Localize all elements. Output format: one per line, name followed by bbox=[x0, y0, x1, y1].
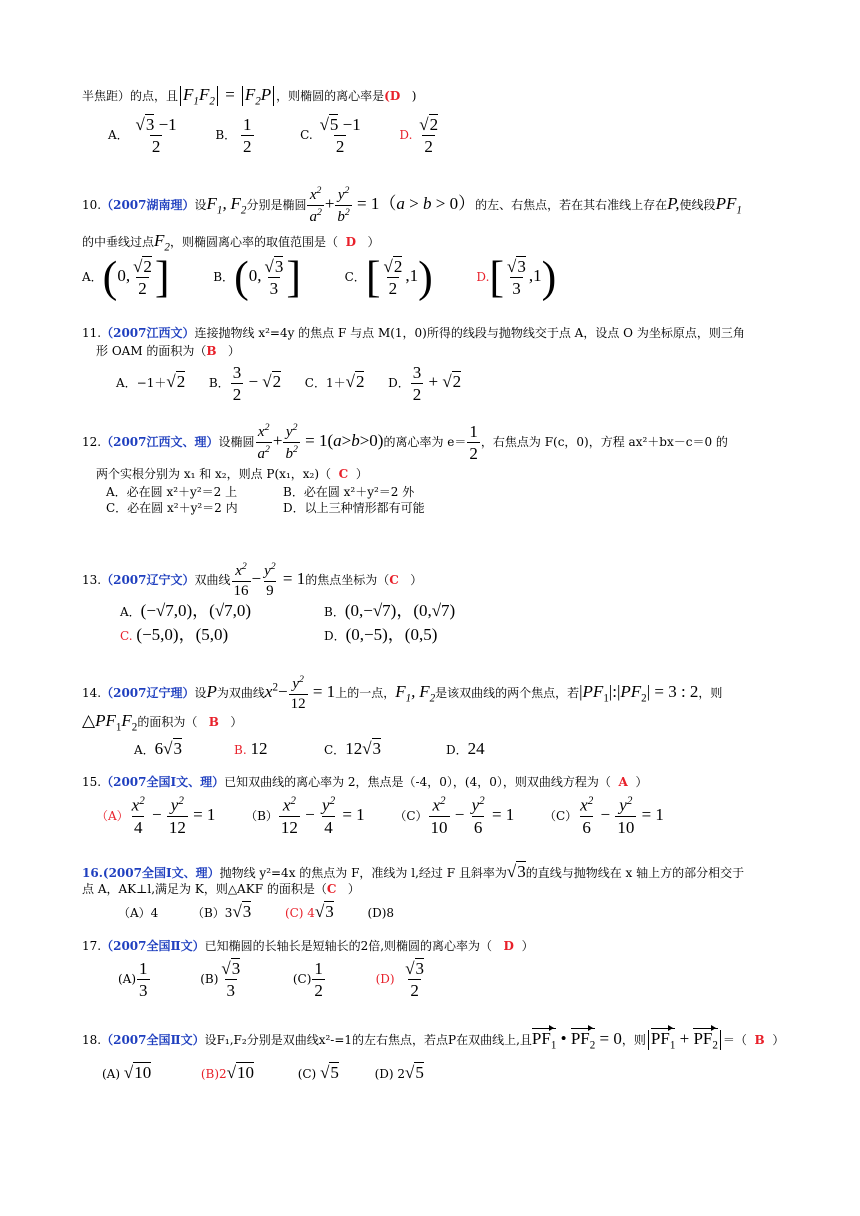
q18-stem: 18.（2007全国Ⅱ文）设F₁,F₂分别是双曲线x²-=1的左右焦点，若点P在双曲线上,且$PF_1$ • $PF_2 = 0$，则 $PF_1 + PF_2$ ＝（ B ） bbox=[82, 1029, 785, 1052]
q17-option-a[interactable]: (A) $\frac{1}{3}$ bbox=[118, 959, 148, 1000]
q15-option-d[interactable]: （C） $\frac{x^2}{6}$ − $\frac{y^2}{10}$ = 1 bbox=[543, 795, 664, 837]
q14-option-d[interactable]: D．24 bbox=[446, 739, 485, 758]
q15-option-b[interactable]: （B） $\frac{x^2}{12}$ − $\frac{y^2}{4}$ = 1 bbox=[245, 795, 365, 837]
q17-option-d[interactable]: (D) $\frac{√3}{2}$ bbox=[375, 959, 425, 1000]
q11-option-b[interactable]: B． $\frac{3}{2}$ − √2 bbox=[208, 363, 282, 404]
q17-option-b[interactable]: (B) $\frac{√3}{3}$ bbox=[200, 959, 241, 1000]
q16-options bbox=[118, 903, 394, 920]
q13-option-a[interactable]: A．(−√7,0)，(√7,0) bbox=[120, 601, 252, 620]
q9-option-a[interactable]: A． $\frac{√3 -1}{2}$ bbox=[108, 115, 177, 156]
q11-options bbox=[116, 364, 461, 403]
q18-options bbox=[102, 1064, 424, 1081]
q14-line2: $\triangle PF_1F_2$的面积为（ B ） bbox=[82, 711, 243, 734]
q15-stem: 15.（2007全国Ⅰ文、理）已知双曲线的离心率为 2，焦点是（-4，0），(4，0），则双曲线方程为（ A ） bbox=[82, 775, 648, 789]
q10-stem: 10.（2007湖南理）设$F_1$, $F_2$分别是椭圆 $\frac{x^2}{a^2}$ + $\frac{y^2}{b^2}$ = 1（a > b > 0）的左、右焦点，若在其右准线上存在P,使线段$PF_1$ bbox=[82, 185, 742, 225]
q9-option-c[interactable]: C. $\frac{√5 -1}{2}$ bbox=[300, 115, 361, 156]
q14-stem: 14.（2007辽宁理）设P为双曲线$x^2-$ $\frac{y^2}{12}$ = 1上的一点，$F_1$, $F_2$是该双曲线的两个焦点，若$|PF_1|:|PF_2| = 3$ : 2，则 bbox=[82, 674, 723, 712]
q14-option-b[interactable]: B. 12 bbox=[234, 739, 268, 758]
q15-option-c[interactable]: （C） $\frac{x^2}{10}$ − $\frac{y^2}{6}$ = 1 bbox=[394, 795, 515, 837]
q10-options bbox=[82, 252, 557, 302]
q18-option-c[interactable]: (C) √5 bbox=[297, 1063, 339, 1082]
q13-option-c[interactable]: C. (−5,0)，(5,0) bbox=[120, 625, 229, 644]
q12-line2: 两个实根分别为 x₁ 和 x₂，则点 P(x₁，x₂)（ C ） bbox=[96, 467, 368, 481]
q13-stem: 13.（2007辽宁文）双曲线 $\frac{x^2}{16}$ − $\frac{y^2}{9}$ = 1的焦点坐标为（C ） bbox=[82, 561, 423, 599]
q18-option-a[interactable]: (A) √10 bbox=[102, 1063, 152, 1082]
q9-stem: 半焦距）的点，且 $F_1F_2 = F_2P$ ，则椭圆的离心率是(D ) bbox=[82, 85, 417, 108]
q10-option-c[interactable]: C．[ $\frac{√2}{2}$ ,1) bbox=[344, 252, 433, 302]
q11-option-c[interactable]: C．1＋√2 bbox=[304, 372, 365, 392]
q10-option-a[interactable]: A．(0, $\frac{√2}{2}$ ] bbox=[82, 252, 170, 302]
q12-option-a[interactable]: A．必在圆 x²＋y²＝2 上 bbox=[106, 485, 238, 499]
q12-stem: 12.（2007江西文、理）设椭圆 $\frac{x^2}{a^2}$ + $\frac{y^2}{b^2}$ = 1(a>b>0)的离心率为 e＝ $\frac{1}{2}$ ，右焦点为 F(c，0)，方程 ax²＋bx－c＝0 的 bbox=[82, 422, 728, 463]
q10-option-d[interactable]: D.[ $\frac{√3}{3}$ ,1) bbox=[476, 252, 557, 302]
q14-option-c[interactable]: C．12√3 bbox=[324, 739, 382, 758]
q9-option-d[interactable]: D. bbox=[399, 128, 413, 142]
q14-option-a[interactable]: A．6√3 bbox=[134, 739, 183, 758]
q11-stem: 11.（2007江西文）连接抛物线 x²=4y 的焦点 F 与点 M(1，0)所得的线段与抛物线交于点 A，设点 O 为坐标原点，则三角 bbox=[82, 326, 745, 340]
q9-options: A． $\frac{√3 -1}{2}$ B． $\frac{1}{2}$ C. $\frac{√5 -1}{2}$ D. $\frac{√2}{2}$ bbox=[108, 115, 439, 156]
q12-option-d[interactable]: D．以上三种情形都有可能 bbox=[283, 501, 425, 515]
q16-option-b[interactable]: （B）3√3 bbox=[191, 902, 252, 921]
q16-option-c[interactable]: (C) 4√3 bbox=[284, 902, 334, 921]
q11-option-d[interactable]: D． $\frac{3}{2}$ + √2 bbox=[388, 363, 462, 404]
q16-line2: 点 A，AK⊥l,满足为 K，则△AKF 的面积是（C ） bbox=[82, 882, 360, 896]
q16-option-a[interactable]: （A）4 bbox=[118, 906, 159, 920]
q13-option-d[interactable]: D．(0,−5)，(0,5) bbox=[324, 625, 438, 644]
q10-option-b[interactable]: B．(0, $\frac{√3}{3}$ ] bbox=[213, 252, 301, 302]
q16-stem: 16.(2007全国Ⅰ文、理）抛物线 y²=4x 的焦点为 F，准线为 l,经过 F 且斜率为√3的直线与抛物线在 x 轴上方的部分相交于 bbox=[82, 862, 745, 881]
q17-stem: 17.（2007全国Ⅱ文）已知椭圆的长轴长是短轴长的2倍,则椭圆的离心率为（ D ） bbox=[82, 939, 534, 953]
q18-option-b[interactable]: (B)2√10 bbox=[200, 1063, 255, 1082]
q18-option-d[interactable]: (D) 2√5 bbox=[374, 1063, 424, 1082]
q15-options bbox=[96, 796, 664, 836]
q15-option-a[interactable]: （A） $\frac{x^2}{4}$ − $\frac{y^2}{12}$ = 1 bbox=[96, 795, 216, 837]
q9-option-b[interactable]: B． $\frac{1}{2}$ bbox=[215, 115, 252, 156]
q11-line2: 形 OAM 的面积为（B ） bbox=[96, 344, 241, 358]
q17-option-c[interactable]: (C) $\frac{1}{2}$ bbox=[292, 959, 323, 1000]
q12-option-b[interactable]: B．必在圆 x²＋y²＝2 外 bbox=[283, 485, 415, 499]
q13-option-b[interactable]: B．(0,−√7)，(0,√7) bbox=[324, 601, 456, 620]
q16-option-d[interactable]: (D)8 bbox=[367, 906, 395, 920]
q10-line2: 的中垂线过点$F_2$，则椭圆离心率的取值范围是（ D ） bbox=[82, 231, 380, 254]
q12-option-c[interactable]: C．必在圆 x²＋y²＝2 内 bbox=[106, 501, 238, 515]
q11-option-a[interactable]: A．−1＋√2 bbox=[116, 372, 186, 392]
q17-options bbox=[118, 960, 427, 999]
